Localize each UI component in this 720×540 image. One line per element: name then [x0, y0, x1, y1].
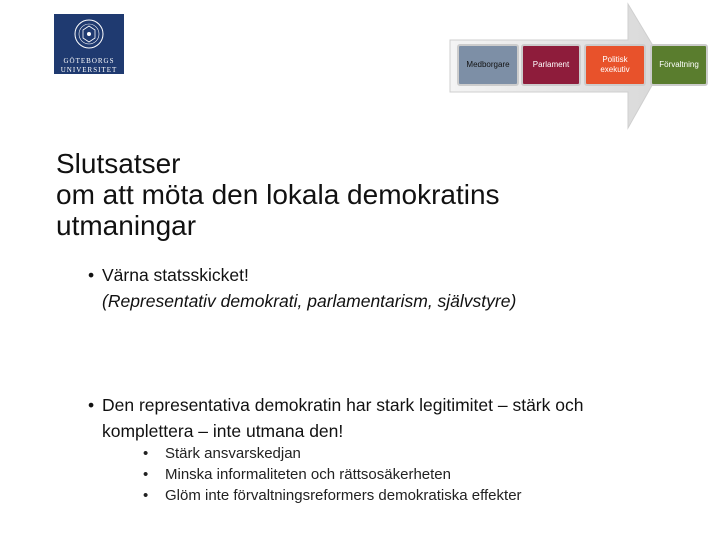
bullet-line-1: Den representativa demokratin har stark legitimitet – stärk och [102, 395, 584, 415]
sub-bullet-symbol: • [143, 487, 149, 504]
sub-bullet-list [143, 443, 522, 506]
bullet-line-2: (Representativ demokrati, parlamentarism, självstyre) [102, 291, 517, 311]
bullet-item [88, 262, 516, 314]
logo-line-1: GÖTEBORGS [63, 57, 115, 65]
flow-step-label: Förvaltning [659, 60, 699, 69]
bullet-item [88, 392, 688, 444]
flow-step-parlament [521, 44, 581, 86]
title-line-2: om att möta den lokala demokratins [56, 179, 500, 210]
bullet-symbol: • [88, 265, 95, 285]
title-line-3: utmaningar [56, 210, 197, 241]
bullet-line-2: komplettera – inte utmana den! [102, 421, 344, 441]
flow-step-label: Parlament [532, 60, 570, 69]
sub-bullet-symbol: • [143, 466, 149, 483]
sub-bullet-text: Glöm inte förvaltningsreformers demokratiska effekter [165, 487, 522, 504]
flow-step-label-line-2: exekutiv [600, 65, 630, 74]
sub-bullet-item [143, 443, 522, 464]
sub-bullet-text: Minska informaliteten och rättsosäkerheten [165, 466, 451, 483]
title-line-1: Slutsatser [56, 148, 181, 179]
bullet-line-1: Värna statsskicket! [102, 265, 249, 285]
sub-bullet-symbol: • [143, 445, 149, 462]
flow-step-label: Medborgare [466, 60, 510, 69]
sub-bullet-item [143, 485, 522, 506]
bullet-symbol: • [88, 395, 95, 415]
logo-line-2: UNIVERSITET [60, 66, 118, 74]
slide-title [56, 148, 500, 241]
sub-bullet-text: Stärk ansvarskedjan [165, 445, 301, 462]
crest-icon [54, 14, 124, 74]
flow-step-politisk-exekutiv [584, 44, 646, 86]
sub-bullet-item [143, 464, 522, 485]
flow-step-medborgare [457, 44, 519, 86]
university-logo [54, 14, 124, 74]
flow-step-label-line-1: Politisk [602, 55, 628, 64]
flow-step-forvaltning [650, 44, 708, 86]
